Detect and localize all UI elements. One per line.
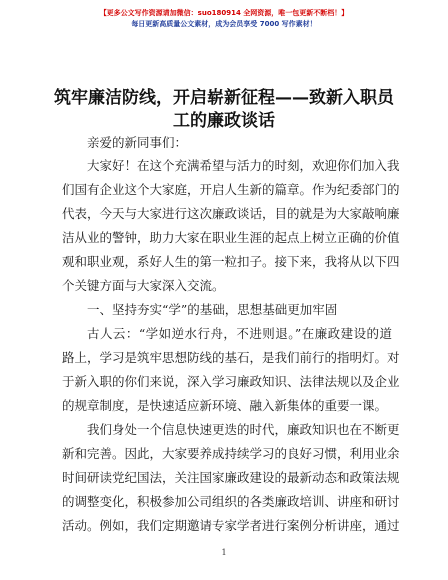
salutation: 亲爱的新同事们： bbox=[87, 135, 188, 150]
paragraph-line: 新和完善。因此，大家要养成持续学习的良好习惯，利用业余 bbox=[62, 446, 400, 461]
paragraph-line: 观和职业观，系好人生的第一粒扣子。接下来，我将从以下四 bbox=[62, 254, 400, 269]
promo-banner-line-2: 每日更新高质量公文素材，成为会员享受 7000 写作素材！ bbox=[131, 20, 317, 28]
paragraph-line: 于新入职的你们来说，深入学习廉政知识、法律法规以及企业 bbox=[62, 374, 400, 389]
page-number: 1 bbox=[221, 548, 227, 557]
section-heading: 一、坚持夯实“学”的基础，思想基础更加牢固 bbox=[87, 302, 338, 317]
promo-banner-line-1: 【更多公文写作资源请加微信：suo180914 全网资源，唯一包更新不断档！】 bbox=[99, 9, 349, 17]
document-title-line-2: 工的廉政谈话 bbox=[173, 111, 275, 131]
paragraph-line: 洁从业的警钟，助力大家在职业生涯的起点上树立正确的价值 bbox=[62, 230, 400, 245]
paragraph-line: 个关键方面与大家深入交流。 bbox=[62, 278, 225, 293]
paragraph-line: 古人云：“学如逆水行舟，不进则退。”在廉政建设的道 bbox=[87, 326, 392, 341]
paragraph-line: 代表，今天与大家进行这次廉政谈话，目的就是为大家敲响廉 bbox=[62, 206, 400, 221]
paragraph-line: 活动。例如，我们定期邀请专家学者进行案例分析讲座，通过 bbox=[62, 518, 400, 533]
document-title-line-1: 筑牢廉洁防线，开启崭新征程——致新入职员 bbox=[54, 88, 394, 108]
paragraph-line: 们国有企业这个大家庭，开启人生新的篇章。作为纪委部门的 bbox=[62, 182, 400, 197]
paragraph-line: 的调整变化，积极参加公司组织的各类廉政培训、讲座和研讨 bbox=[62, 494, 400, 509]
paragraph-line: 路上，学习是筑牢思想防线的基石，是我们前行的指明灯。对 bbox=[62, 350, 400, 365]
paragraph-line: 大家好！在这个充满希望与活力的时刻，欢迎你们加入我 bbox=[87, 158, 400, 173]
paragraph-line: 我们身处一个信息快速更迭的时代，廉政知识也在不断更 bbox=[87, 422, 400, 437]
paragraph-line: 时间研读党纪国法，关注国家廉政建设的最新动态和政策法规 bbox=[62, 470, 400, 485]
paragraph-line: 的规章制度，是快速适应新环境、融入新集体的重要一课。 bbox=[62, 398, 388, 413]
